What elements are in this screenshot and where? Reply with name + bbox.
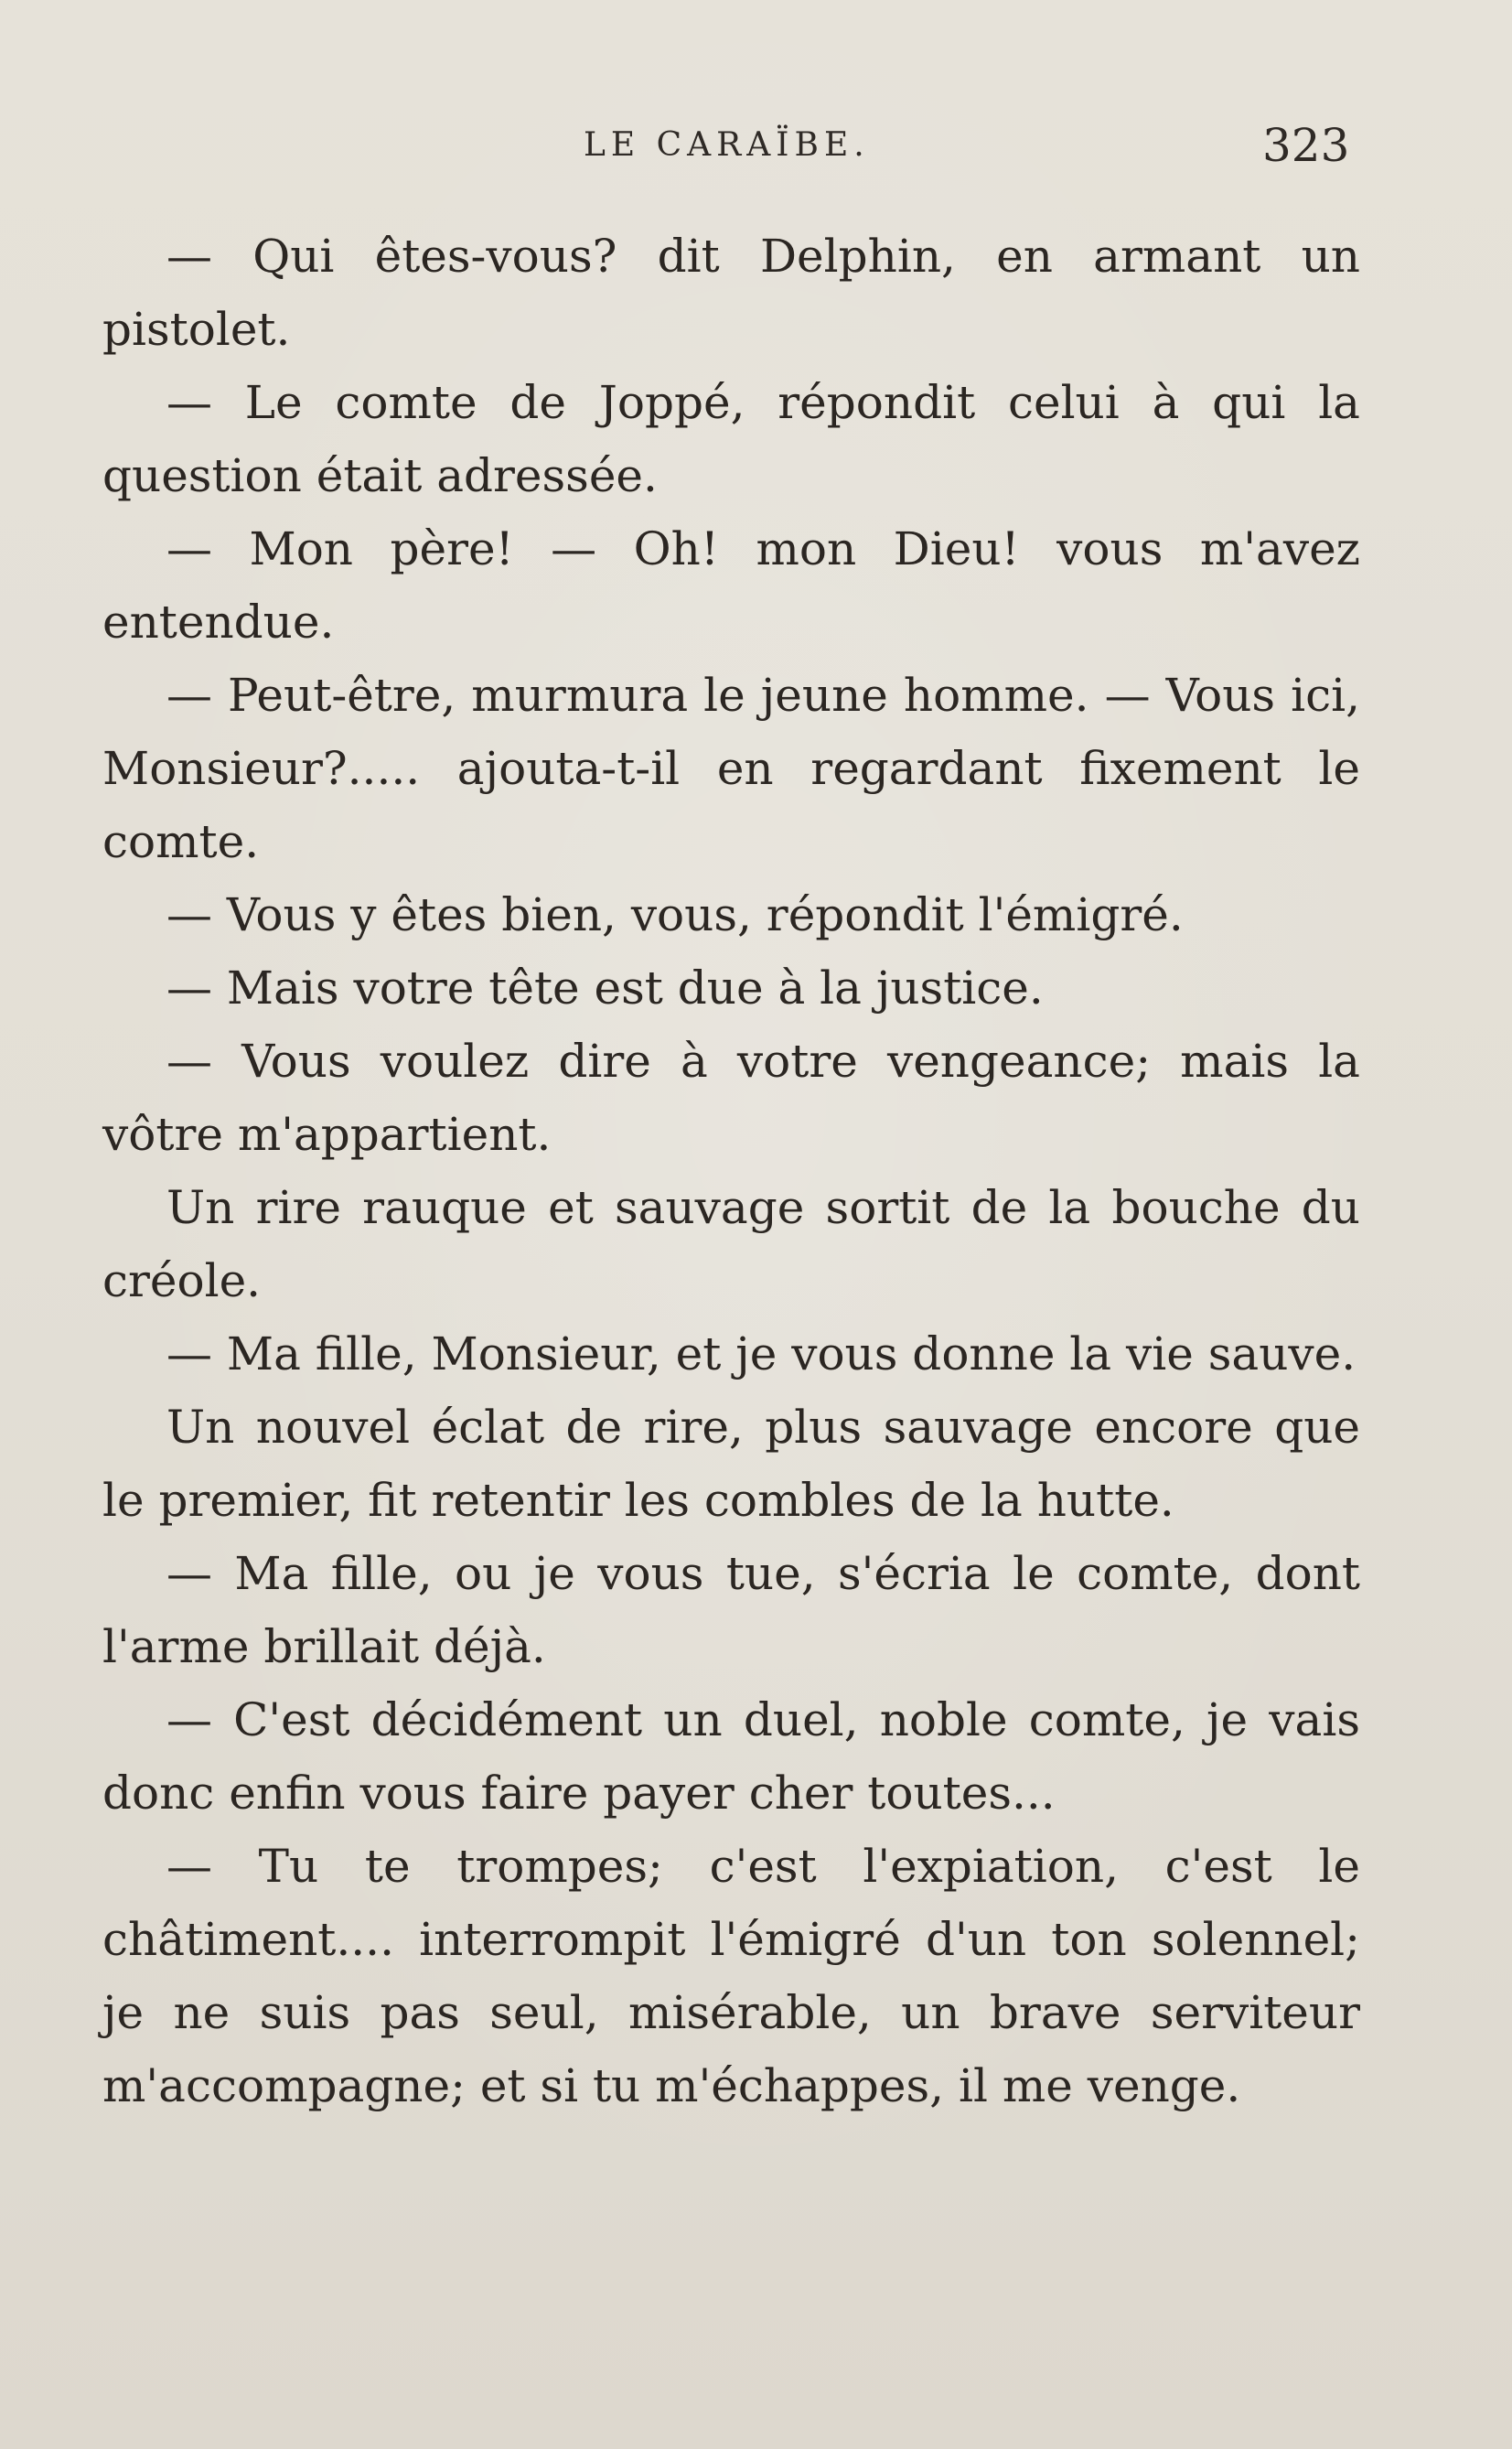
paragraph: Un nouvel éclat de rire, plus sauvage encore que le premier, fit retentir les combles de la hutte. xyxy=(102,1401,1360,1527)
paragraph: — Ma fille, Monsieur, et je vous donne la vie sauve. xyxy=(166,1327,1357,1380)
paragraph: — Tu te trompes; c'est l'expiation, c'est le châtiment.... interrompit l'émigré d'un ton solennel; je ne suis pas seul, misérable, un brave serviteur m'accompagne; et si tu m'échappes, il me venge. xyxy=(102,1840,1360,2112)
paragraph: — Le comte de Joppé, répondit celui à qui la question était adressée. xyxy=(102,376,1360,502)
paragraph: — Qui êtes-vous? dit Delphin, en armant un pistolet. xyxy=(102,230,1360,356)
paragraph: — Mais votre tête est due à la justice. xyxy=(166,961,1044,1015)
paragraph: Un rire rauque et sauvage sortit de la bouche du créole. xyxy=(102,1181,1360,1307)
page-number: 323 xyxy=(1262,119,1350,172)
paragraph: — C'est décidément un duel, noble comte, je vais donc enfin vous faire payer cher toutes... xyxy=(102,1693,1360,1820)
paragraph: — Vous y êtes bien, vous, répondit l'émigré. xyxy=(166,888,1184,941)
paragraph: — Peut-être, murmura le jeune homme. — Vous ici, Monsieur?..... ajouta-t-il en regardant fixement le comte. xyxy=(102,669,1360,868)
paragraph: — Mon père! — Oh! mon Dieu! vous m'avez entendue. xyxy=(102,522,1360,649)
body-text xyxy=(102,220,1360,2122)
running-title: LE CARAÏBE. xyxy=(584,126,870,164)
paragraph: — Ma fille, ou je vous tue, s'écria le comte, dont l'arme brillait déjà. xyxy=(102,1547,1360,1673)
paragraph: — Vous voulez dire à votre vengeance; mais la vôtre m'appartient. xyxy=(102,1035,1360,1161)
